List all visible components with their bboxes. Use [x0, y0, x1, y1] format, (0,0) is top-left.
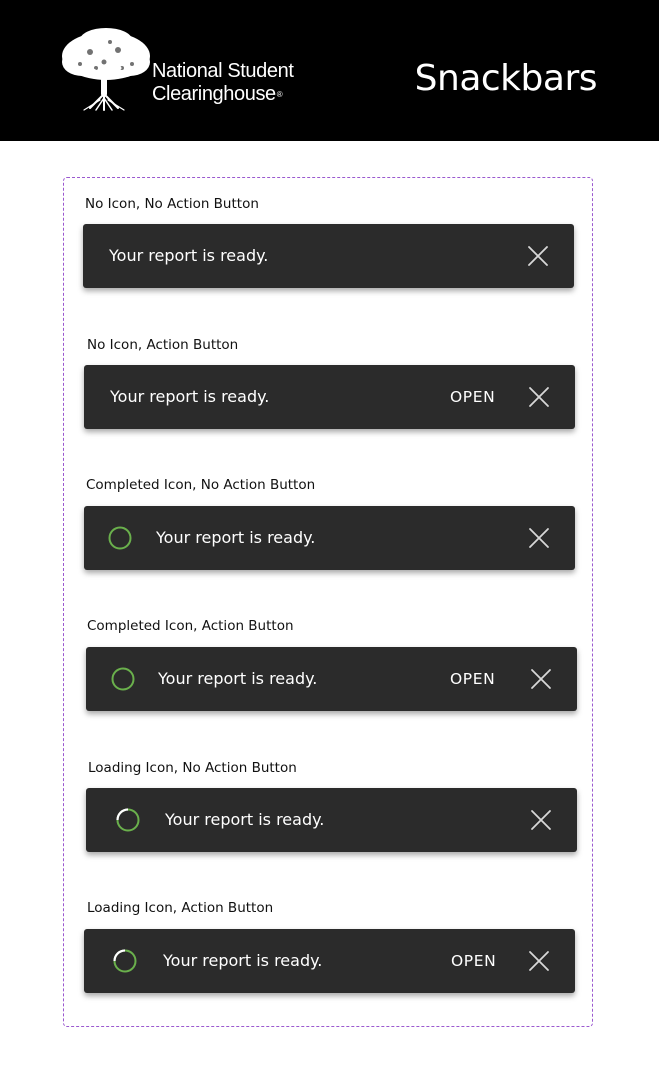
snackbar-message: Your report is ready.: [158, 669, 318, 688]
variant-label: Completed Icon, Action Button: [87, 618, 294, 634]
page-header: [0, 0, 659, 141]
registered-mark: ®: [276, 90, 283, 99]
nsc-logo: [60, 28, 320, 114]
snackbar: [84, 506, 575, 570]
variant-label: Loading Icon, No Action Button: [88, 760, 297, 776]
page-title: Snackbars: [414, 58, 597, 99]
close-icon[interactable]: [528, 527, 550, 549]
variant-label: Loading Icon, Action Button: [87, 900, 274, 916]
snackbar-message: Your report is ready.: [165, 810, 325, 829]
completed-circle-icon: [110, 666, 136, 692]
snackbar-message: Your report is ready.: [156, 528, 316, 547]
close-icon[interactable]: [528, 950, 550, 972]
snackbar: [84, 929, 575, 993]
snackbar: [84, 365, 575, 429]
snackbar-message: Your report is ready.: [163, 951, 323, 970]
variant-label: No Icon, Action Button: [87, 337, 239, 353]
snackbar-message: Your report is ready.: [110, 387, 270, 406]
variant-label: No Icon, No Action Button: [85, 196, 259, 212]
snackbar-open-button[interactable]: OPEN: [450, 388, 496, 406]
close-icon[interactable]: [528, 386, 550, 408]
snackbar-open-button[interactable]: OPEN: [450, 670, 496, 688]
snackbar: [86, 647, 577, 711]
snackbar: [83, 224, 574, 288]
completed-circle-icon: [107, 525, 133, 551]
tree-logo-icon: [60, 28, 152, 112]
close-icon[interactable]: [527, 245, 549, 267]
close-icon[interactable]: [530, 809, 552, 831]
logo-line-1: National Student: [152, 60, 294, 82]
close-icon[interactable]: [530, 668, 552, 690]
variant-label: Completed Icon, No Action Button: [86, 477, 316, 493]
logo-wordmark: [152, 60, 293, 106]
snackbar-message: Your report is ready.: [109, 246, 269, 265]
logo-line-2: Clearinghouse®: [152, 83, 283, 105]
loading-spinner-icon: [112, 948, 138, 974]
loading-spinner-icon: [115, 807, 141, 833]
snackbar: [86, 788, 577, 852]
snackbar-open-button[interactable]: OPEN: [451, 952, 497, 970]
